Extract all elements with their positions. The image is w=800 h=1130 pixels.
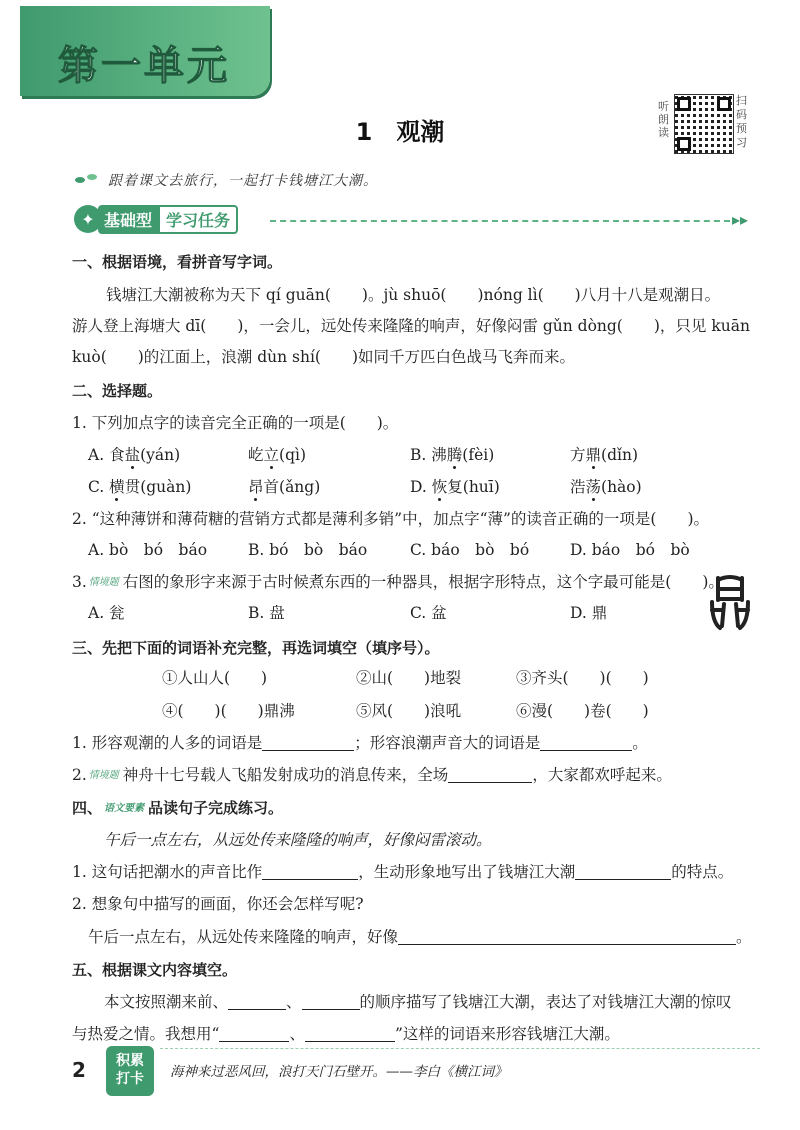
idiom-6[interactable]: ⑥漫( )卷( ) xyxy=(516,702,649,720)
idiom-4[interactable]: ④( )( )鼎沸 xyxy=(162,702,295,720)
sec4-q1-blank-2[interactable] xyxy=(575,863,671,880)
sec4-q2-answer: 午后一点左右，从远处传来隆隆的响声，好像 。 xyxy=(88,928,752,946)
footer-badge-line-1: 积累 xyxy=(116,1053,144,1069)
q1-option-a[interactable]: A. 食盐(yán) xyxy=(88,446,181,464)
q3-option-d[interactable]: D. 鼎 xyxy=(570,604,608,622)
intro-text: 跟着课文去旅行，一起打卡钱塘江大潮。 xyxy=(108,173,378,189)
idiom-5[interactable]: ⑤风( )浪吼 xyxy=(356,702,462,720)
q1-text: 1. 下列加点字的读音完全正确的一项是( )。 xyxy=(72,414,399,432)
badge-part-b: 学习任务 xyxy=(158,205,238,234)
q2-option-d[interactable]: D. báo bó bò xyxy=(570,541,690,559)
sec1-line-1[interactable]: 钱塘江大潮被称为天下 qí guān( )。jù shuō( )nóng lì( )八月十八是观潮日。 xyxy=(106,286,721,304)
q3-tag: 情境题 xyxy=(88,577,119,588)
lightbulb-icon: ✦ xyxy=(74,205,102,233)
q1-option-d2: 浩荡(hào) xyxy=(570,478,642,496)
sec1-line-3[interactable]: kuò( )的江面上，浪潮 dùn shí( )如同千万匹白色战马飞奔而来。 xyxy=(72,348,576,366)
q2-option-a[interactable]: A. bò bó báo xyxy=(88,541,208,559)
footer-badge xyxy=(106,1046,154,1096)
sec2-heading: 二、选择题。 xyxy=(72,382,163,400)
sec1-line-2[interactable]: 游人登上海塘大 dī( )，一会儿，远处传来隆隆的响声，好像闷雷 gǔn dòng( )，只见 kuān xyxy=(72,317,750,335)
sec3-heading: 三、先把下面的词语补充完整，再选词填空（填序号）。 xyxy=(72,639,440,657)
q2-text: 2. “这种薄饼和薄荷糖的营销方式都是薄利多销”中，加点字“薄”的读音正确的一项是( )。 xyxy=(72,510,710,528)
q3-text: 3. 情境题 右图的象形字来源于古时候煮东西的一种器具，根据字形特点，这个字最可能是( )。 xyxy=(72,573,724,591)
q2-option-c[interactable]: C. báo bò bó xyxy=(410,541,530,559)
q1-option-d[interactable]: D. 恢复(huī) xyxy=(410,478,500,496)
footer-badge-line-2: 打卡 xyxy=(116,1071,144,1087)
sec3-q1-blank-2[interactable] xyxy=(540,734,632,751)
sec4-q1-blank-1[interactable] xyxy=(262,863,358,880)
footprints-icon xyxy=(74,172,102,186)
sec4-q1: 1. 这句话把潮水的声音比作 ，生动形象地写出了钱塘江大潮 的特点。 xyxy=(72,863,734,881)
ancient-ding-glyph-icon xyxy=(708,572,752,632)
sec5-blank-3[interactable] xyxy=(219,1025,289,1042)
q3-option-c[interactable]: C. 盆 xyxy=(410,604,447,622)
section-badge xyxy=(74,205,238,233)
q1-option-a2: 屹立(qì) xyxy=(248,446,307,464)
qr-right-label: 扫码预习 xyxy=(736,94,747,149)
q1-option-b[interactable]: B. 沸腾(fèi) xyxy=(410,446,495,464)
sec5-line-2: 与热爱之情。我想用“ 、 ”这样的词语来形容钱塘江大潮。 xyxy=(72,1025,620,1043)
badge-divider xyxy=(270,220,730,222)
sec5-heading: 五、根据课文内容填空。 xyxy=(72,961,238,979)
sec5-blank-2[interactable] xyxy=(302,993,360,1010)
sec5-blank-4[interactable] xyxy=(305,1025,395,1042)
sec4-tag: 语文要素 xyxy=(104,803,145,814)
qr-block xyxy=(658,94,748,156)
q2-option-b[interactable]: B. bó bò báo xyxy=(248,541,368,559)
lesson-title: 1 观潮 xyxy=(355,118,445,146)
q3-option-a[interactable]: A. 瓮 xyxy=(88,604,125,622)
q1-option-b2: 方鼎(dǐn) xyxy=(570,446,638,464)
q3-option-b[interactable]: B. 盘 xyxy=(248,604,285,622)
sec3-q2-tag: 情境题 xyxy=(88,770,119,781)
double-arrow-icon: ▸▸ xyxy=(732,210,749,229)
sec1-heading: 一、根据语境，看拼音写字词。 xyxy=(72,253,283,271)
sec3-q2-blank[interactable] xyxy=(448,766,532,783)
q1-option-c[interactable]: C. 横贯(guàn) xyxy=(88,478,192,496)
sec4-q2-blank[interactable] xyxy=(398,928,736,945)
sec4-quote: 午后一点左右，从远处传来隆隆的响声，好像闷雷滚动。 xyxy=(104,831,492,849)
qr-code-icon[interactable] xyxy=(674,94,734,154)
footer-quote: 海神来过恶风回，浪打天门石壁开。——李白《横江词》 xyxy=(170,1064,508,1080)
idiom-3[interactable]: ③齐头( )( ) xyxy=(516,669,649,687)
idiom-2[interactable]: ②山( )地裂 xyxy=(356,669,462,687)
sec3-q1-blank-1[interactable] xyxy=(262,734,354,751)
sec3-q1: 1. 形容观潮的人多的词语是 ；形容浪潮声音大的词语是 。 xyxy=(72,734,648,752)
q1-option-c2: 昂首(ǎng) xyxy=(248,478,321,496)
idiom-1[interactable]: ①人山人( ) xyxy=(162,669,268,687)
sec3-q2: 2. 情境题 神舟十七号载人飞船发射成功的消息传来，全场 ，大家都欢呼起来。 xyxy=(72,766,672,784)
sec4-q2: 2. 想象句中描写的画面，你还会怎样写呢? xyxy=(72,895,364,913)
sec4-heading: 四、 语文要素 品读句子完成练习。 xyxy=(72,799,284,817)
page-number: 2 xyxy=(72,1058,86,1082)
sec5-blank-1[interactable] xyxy=(228,993,286,1010)
sec5-line-1: 本文按照潮来前、 、 的顺序描写了钱塘江大潮，表达了对钱塘江大潮的惊叹 xyxy=(104,993,732,1011)
unit-title: 第一单元 xyxy=(58,43,230,89)
qr-left-label: 听朗读 xyxy=(658,100,669,139)
footer-divider xyxy=(160,1048,760,1049)
badge-part-a: 基础型 xyxy=(98,205,158,234)
